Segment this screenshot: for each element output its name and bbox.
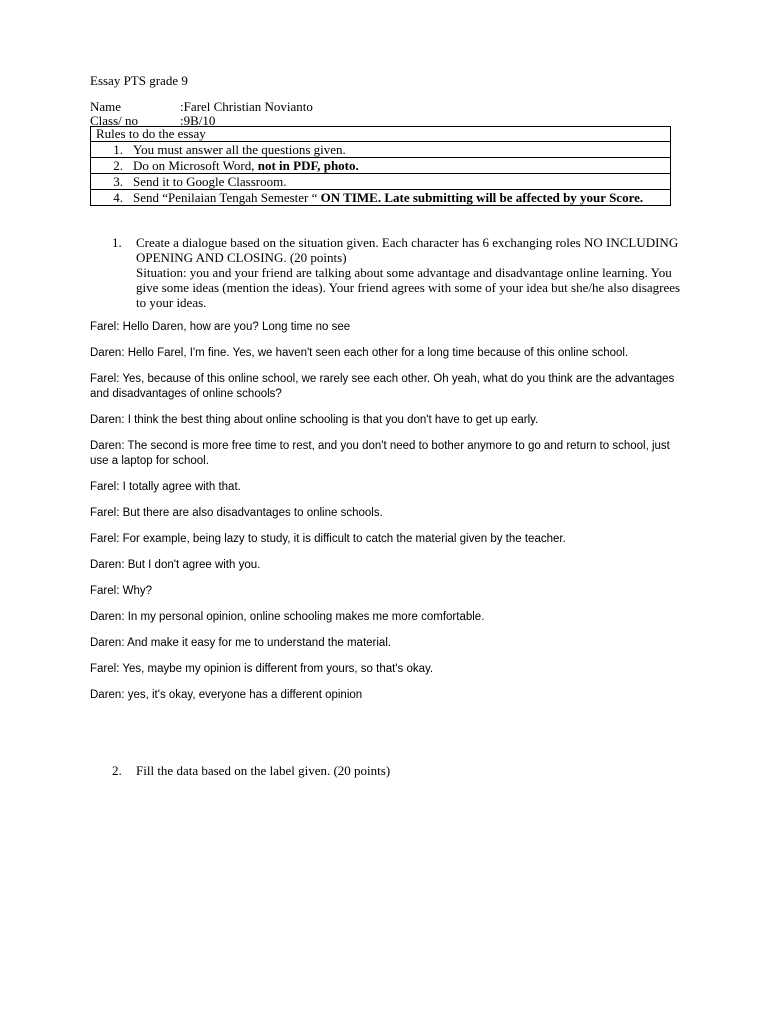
name-label: Name [90,99,122,114]
rule-text-bold: ON TIME. Late submitting will be affected by your Score. [320,190,644,205]
rules-header: Rules to do the essay [91,127,670,142]
dialogue-line: Farel: Hello Daren, how are you? Long time no see [90,321,351,333]
rule-text-bold: not in PDF, photo. [257,158,359,173]
dialogue-line: Farel: Why? [90,585,152,597]
dialogue-line: Farel: For example, being lazy to study, it is difficult to catch the material given by the teacher. [90,533,566,545]
question-text: Fill the data based on the label given. (20 points) [136,763,391,778]
question-number: 2. [112,763,122,778]
question-2 [112,763,682,778]
question-situation: Situation: you and your friend are talking about some advantage and disadvantage online learning. You give some ideas (mention the ideas). Your friend agrees with some of your idea but she/he also disagrees to your ideas. [136,265,681,310]
rule-text-regular: You must answer all the questions given. [133,142,346,157]
dialogue-line: Daren: I think the best thing about online schooling is that you don't have to get up early. [90,414,539,426]
rules-table [90,126,671,206]
rule-row [91,190,670,205]
dialogue-line: Farel: Yes, because of this online school, we rarely see each other. Oh yeah, what do you think are the advantages and disadvantages of online schools? [90,373,675,400]
rule-text-regular: Send “Penilaian Tengah Semester “ [133,190,321,205]
rule-row [91,142,670,158]
question-1 [112,235,682,310]
rule-number: 1. [113,142,123,157]
class-label: Class/ no [90,113,139,128]
dialogue-line: Daren: And make it easy for me to understand the material. [90,637,392,649]
dialogue-line: Daren: In my personal opinion, online schooling makes me more comfortable. [90,611,485,623]
dialogue-line: Daren: yes, it's okay, everyone has a different opinion [90,689,363,701]
rule-number: 2. [113,158,123,173]
rule-row [91,174,670,190]
document-title: Essay PTS grade 9 [90,73,188,88]
question-body [136,235,682,310]
dialogue-line: Farel: Yes, maybe my opinion is different from yours, so that's okay. [90,663,434,675]
rule-number: 3. [113,174,123,189]
rule-text [133,142,670,157]
dialogue-line: Daren: But I don't agree with you. [90,559,261,571]
dialogue-line: Farel: I totally agree with that. [90,481,241,493]
dialogue-line: Farel: But there are also disadvantages to online schools. [90,507,383,519]
rule-text [133,174,670,189]
question-text: Create a dialogue based on the situation given. Each character has 6 exchanging roles NO INCLUDING OPENING AND CLOSING. (20 points) [136,235,679,265]
class-value: :9B/10 [180,113,216,128]
rule-number: 4. [113,190,123,205]
dialogue-line: Daren: The second is more free time to rest, and you don't need to bother anymore to go and return to school, just use a laptop for school. [90,440,670,467]
question-number: 1. [112,235,122,250]
rule-text-regular: Send it to Google Classroom. [133,174,287,189]
rule-text [133,190,670,205]
name-value: :Farel Christian Novianto [180,99,313,114]
dialogue-line: Daren: Hello Farel, I'm fine. Yes, we haven't seen each other for a long time because of this online school. [90,347,629,359]
dialogue [90,320,680,714]
rule-row [91,158,670,174]
rule-text-regular: Do on Microsoft Word, [133,158,258,173]
rule-text [133,158,670,173]
